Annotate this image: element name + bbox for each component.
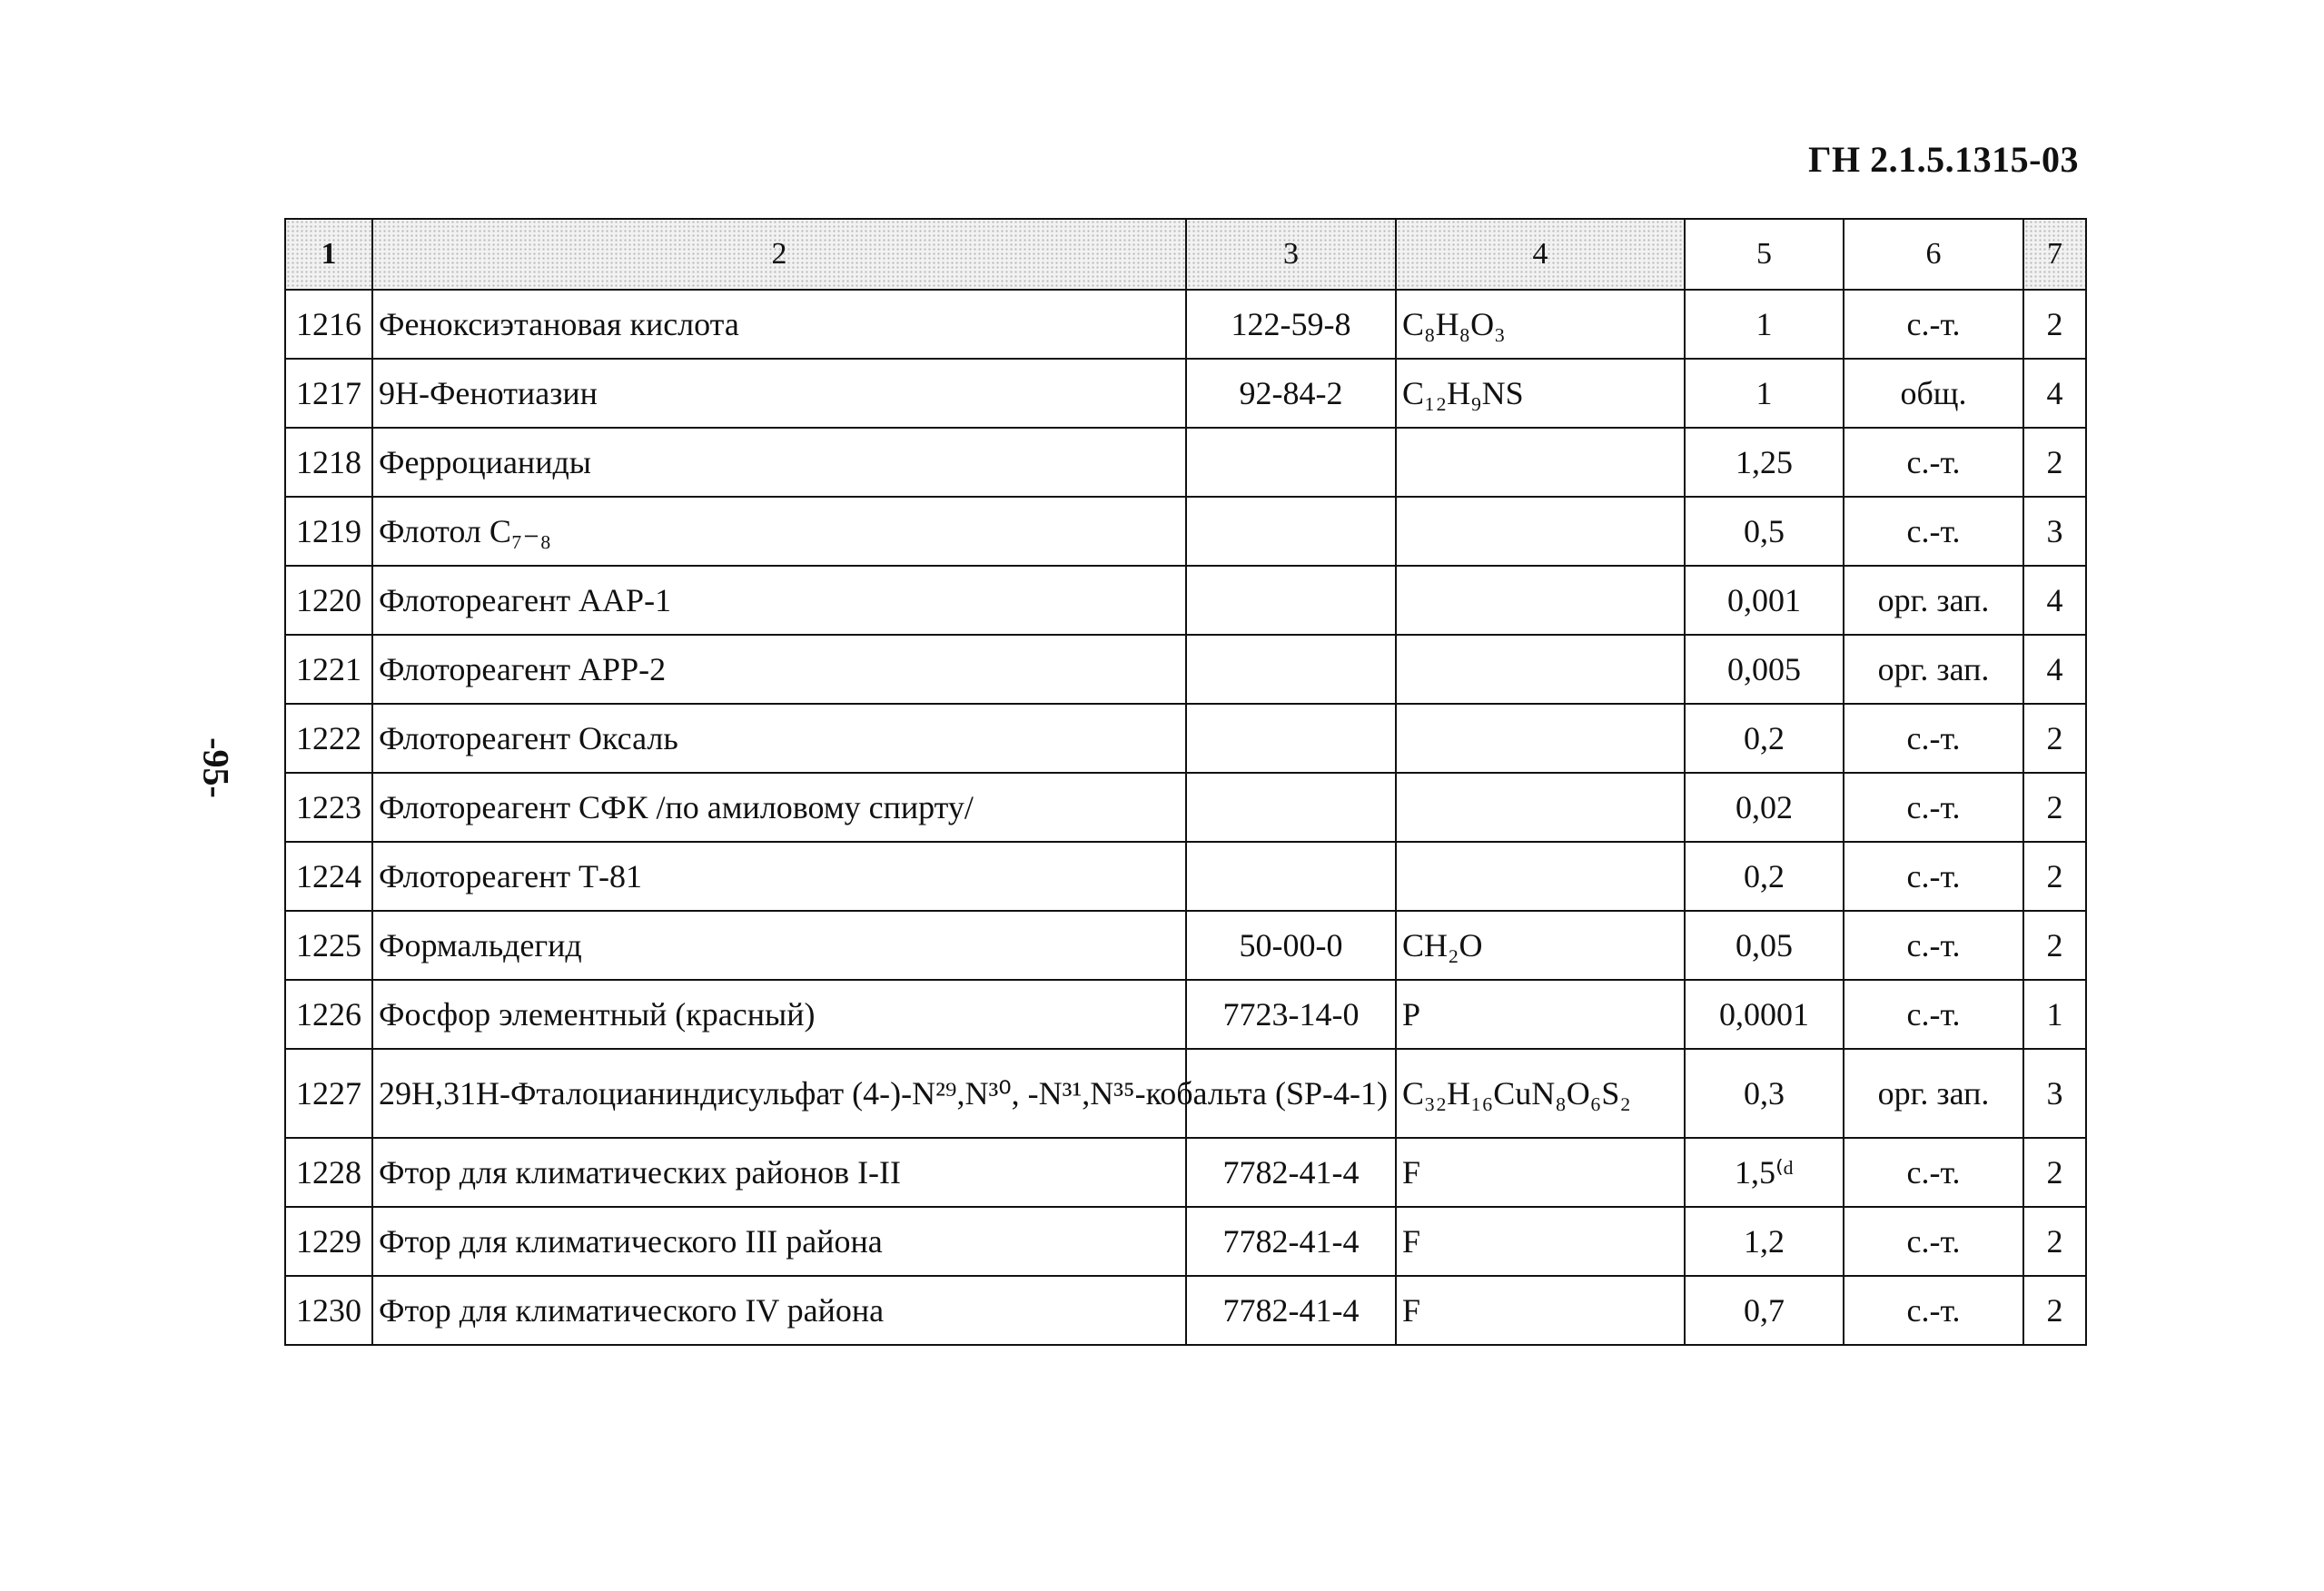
chemical-formula: P — [1396, 980, 1685, 1049]
row-number: 1228 — [285, 1138, 372, 1207]
hazard-class: 3 — [2023, 497, 2086, 566]
row-number: 1230 — [285, 1276, 372, 1345]
substance-name: 29H,31H-Фталоцианиндисульфат (4-)-N²⁹,N³⁰, -N³¹,N³⁵-кобальта (SP-4-1) — [372, 1049, 1186, 1138]
row-number: 1217 — [285, 359, 372, 428]
hazard-sign: с.-т. — [1844, 704, 2023, 773]
row-number: 1220 — [285, 566, 372, 635]
chemical-formula: C₁₂H₉NS — [1396, 359, 1685, 428]
hazard-class: 1 — [2023, 980, 2086, 1049]
cas-number — [1186, 773, 1396, 842]
cas-number: 50-00-0 — [1186, 911, 1396, 980]
column-header: 2 — [372, 219, 1186, 290]
chemical-formula: CH₂O — [1396, 911, 1685, 980]
cas-number — [1186, 704, 1396, 773]
chemical-formula — [1396, 497, 1685, 566]
hazard-class: 3 — [2023, 1049, 2086, 1138]
hazard-sign: с.-т. — [1844, 911, 2023, 980]
cas-number: 7782-41-4 — [1186, 1276, 1396, 1345]
table-row — [285, 1276, 2086, 1345]
limit-value: 0,2 — [1685, 704, 1844, 773]
hazard-sign: с.-т. — [1844, 980, 2023, 1049]
substance-name: Ферроцианиды — [372, 428, 1186, 497]
chemical-formula — [1396, 773, 1685, 842]
hazard-class: 4 — [2023, 359, 2086, 428]
substance-name: Фтор для климатических районов I-II — [372, 1138, 1186, 1207]
chemical-formula — [1396, 566, 1685, 635]
limit-value: 1 — [1685, 290, 1844, 359]
cas-number — [1186, 566, 1396, 635]
substance-name: Флотореагент Т-81 — [372, 842, 1186, 911]
table-row — [285, 359, 2086, 428]
hazard-sign: орг. зап. — [1844, 566, 2023, 635]
chemical-formula: C₈H₈O₃ — [1396, 290, 1685, 359]
hazard-class: 2 — [2023, 842, 2086, 911]
row-number: 1222 — [285, 704, 372, 773]
limit-value: 0,05 — [1685, 911, 1844, 980]
hazard-class: 2 — [2023, 1138, 2086, 1207]
substance-name: 9H-Фенотиазин — [372, 359, 1186, 428]
hazard-sign: орг. зап. — [1844, 1049, 2023, 1138]
row-number: 1223 — [285, 773, 372, 842]
limit-value: 1,5⁽ᵈ — [1685, 1138, 1844, 1207]
hazard-sign: с.-т. — [1844, 1138, 2023, 1207]
column-header: 5 — [1685, 219, 1844, 290]
table-row — [285, 1049, 2086, 1138]
hazard-sign: с.-т. — [1844, 497, 2023, 566]
hazard-sign: орг. зап. — [1844, 635, 2023, 704]
cas-number — [1186, 428, 1396, 497]
hazard-class: 2 — [2023, 704, 2086, 773]
hazard-class: 2 — [2023, 1276, 2086, 1345]
row-number: 1229 — [285, 1207, 372, 1276]
substance-table — [284, 218, 2087, 1346]
chemical-formula: F — [1396, 1138, 1685, 1207]
row-number: 1221 — [285, 635, 372, 704]
row-number: 1224 — [285, 842, 372, 911]
column-header: 4 — [1396, 219, 1685, 290]
table-row — [285, 911, 2086, 980]
substance-name: Фтор для климатического IV района — [372, 1276, 1186, 1345]
column-header: 6 — [1844, 219, 2023, 290]
limit-value: 0,0001 — [1685, 980, 1844, 1049]
substance-name: Флотореагент АРР-2 — [372, 635, 1186, 704]
substance-name: Флотол C₇₋₈ — [372, 497, 1186, 566]
table-row — [285, 1138, 2086, 1207]
row-number: 1219 — [285, 497, 372, 566]
table-row — [285, 1207, 2086, 1276]
chemical-formula — [1396, 842, 1685, 911]
table-row — [285, 980, 2086, 1049]
hazard-class: 2 — [2023, 428, 2086, 497]
hazard-sign: с.-т. — [1844, 428, 2023, 497]
hazard-sign: с.-т. — [1844, 1207, 2023, 1276]
hazard-class: 2 — [2023, 911, 2086, 980]
page-number: -95- — [195, 737, 237, 798]
substance-name: Формальдегид — [372, 911, 1186, 980]
row-number: 1216 — [285, 290, 372, 359]
hazard-class: 2 — [2023, 290, 2086, 359]
cas-number — [1186, 497, 1396, 566]
table-row — [285, 497, 2086, 566]
table-row — [285, 635, 2086, 704]
limit-value: 0,2 — [1685, 842, 1844, 911]
column-header: 1 — [285, 219, 372, 290]
hazard-class: 4 — [2023, 566, 2086, 635]
limit-value: 0,7 — [1685, 1276, 1844, 1345]
column-header: 3 — [1186, 219, 1396, 290]
hazard-sign: с.-т. — [1844, 1276, 2023, 1345]
limit-value: 1 — [1685, 359, 1844, 428]
table-row — [285, 773, 2086, 842]
table-header-row — [285, 219, 2086, 290]
row-number: 1218 — [285, 428, 372, 497]
substance-name: Феноксиэтановая кислота — [372, 290, 1186, 359]
limit-value: 1,2 — [1685, 1207, 1844, 1276]
limit-value: 0,001 — [1685, 566, 1844, 635]
table-row — [285, 290, 2086, 359]
hazard-sign: с.-т. — [1844, 773, 2023, 842]
row-number: 1225 — [285, 911, 372, 980]
limit-value: 0,005 — [1685, 635, 1844, 704]
document-code: ГН 2.1.5.1315-03 — [1808, 139, 2079, 180]
substance-name: Флотореагент ААР-1 — [372, 566, 1186, 635]
limit-value: 1,25 — [1685, 428, 1844, 497]
row-number: 1227 — [285, 1049, 372, 1138]
chemical-formula — [1396, 704, 1685, 773]
cas-number: 7782-41-4 — [1186, 1138, 1396, 1207]
cas-number — [1186, 842, 1396, 911]
chemical-formula: F — [1396, 1207, 1685, 1276]
row-number: 1226 — [285, 980, 372, 1049]
cas-number — [1186, 635, 1396, 704]
table-row — [285, 704, 2086, 773]
hazard-class: 2 — [2023, 773, 2086, 842]
hazard-sign: с.-т. — [1844, 290, 2023, 359]
substance-name: Флотореагент СФК /по амиловому спирту/ — [372, 773, 1186, 842]
table-row — [285, 842, 2086, 911]
hazard-sign: общ. — [1844, 359, 2023, 428]
cas-number: 92-84-2 — [1186, 359, 1396, 428]
chemical-formula — [1396, 635, 1685, 704]
column-header: 7 — [2023, 219, 2086, 290]
table-row — [285, 566, 2086, 635]
substance-name: Фтор для климатического III района — [372, 1207, 1186, 1276]
chemical-formula: C₃₂H₁₆CuN₈O₆S₂ — [1396, 1049, 1685, 1138]
limit-value: 0,02 — [1685, 773, 1844, 842]
cas-number: 7782-41-4 — [1186, 1207, 1396, 1276]
chemical-formula — [1396, 428, 1685, 497]
hazard-class: 4 — [2023, 635, 2086, 704]
substance-name: Фосфор элементный (красный) — [372, 980, 1186, 1049]
substance-name: Флотореагент Оксаль — [372, 704, 1186, 773]
hazard-class: 2 — [2023, 1207, 2086, 1276]
cas-number: 7723-14-0 — [1186, 980, 1396, 1049]
limit-value: 0,3 — [1685, 1049, 1844, 1138]
chemical-formula: F — [1396, 1276, 1685, 1345]
table-row — [285, 428, 2086, 497]
cas-number: 122-59-8 — [1186, 290, 1396, 359]
limit-value: 0,5 — [1685, 497, 1844, 566]
hazard-sign: с.-т. — [1844, 842, 2023, 911]
